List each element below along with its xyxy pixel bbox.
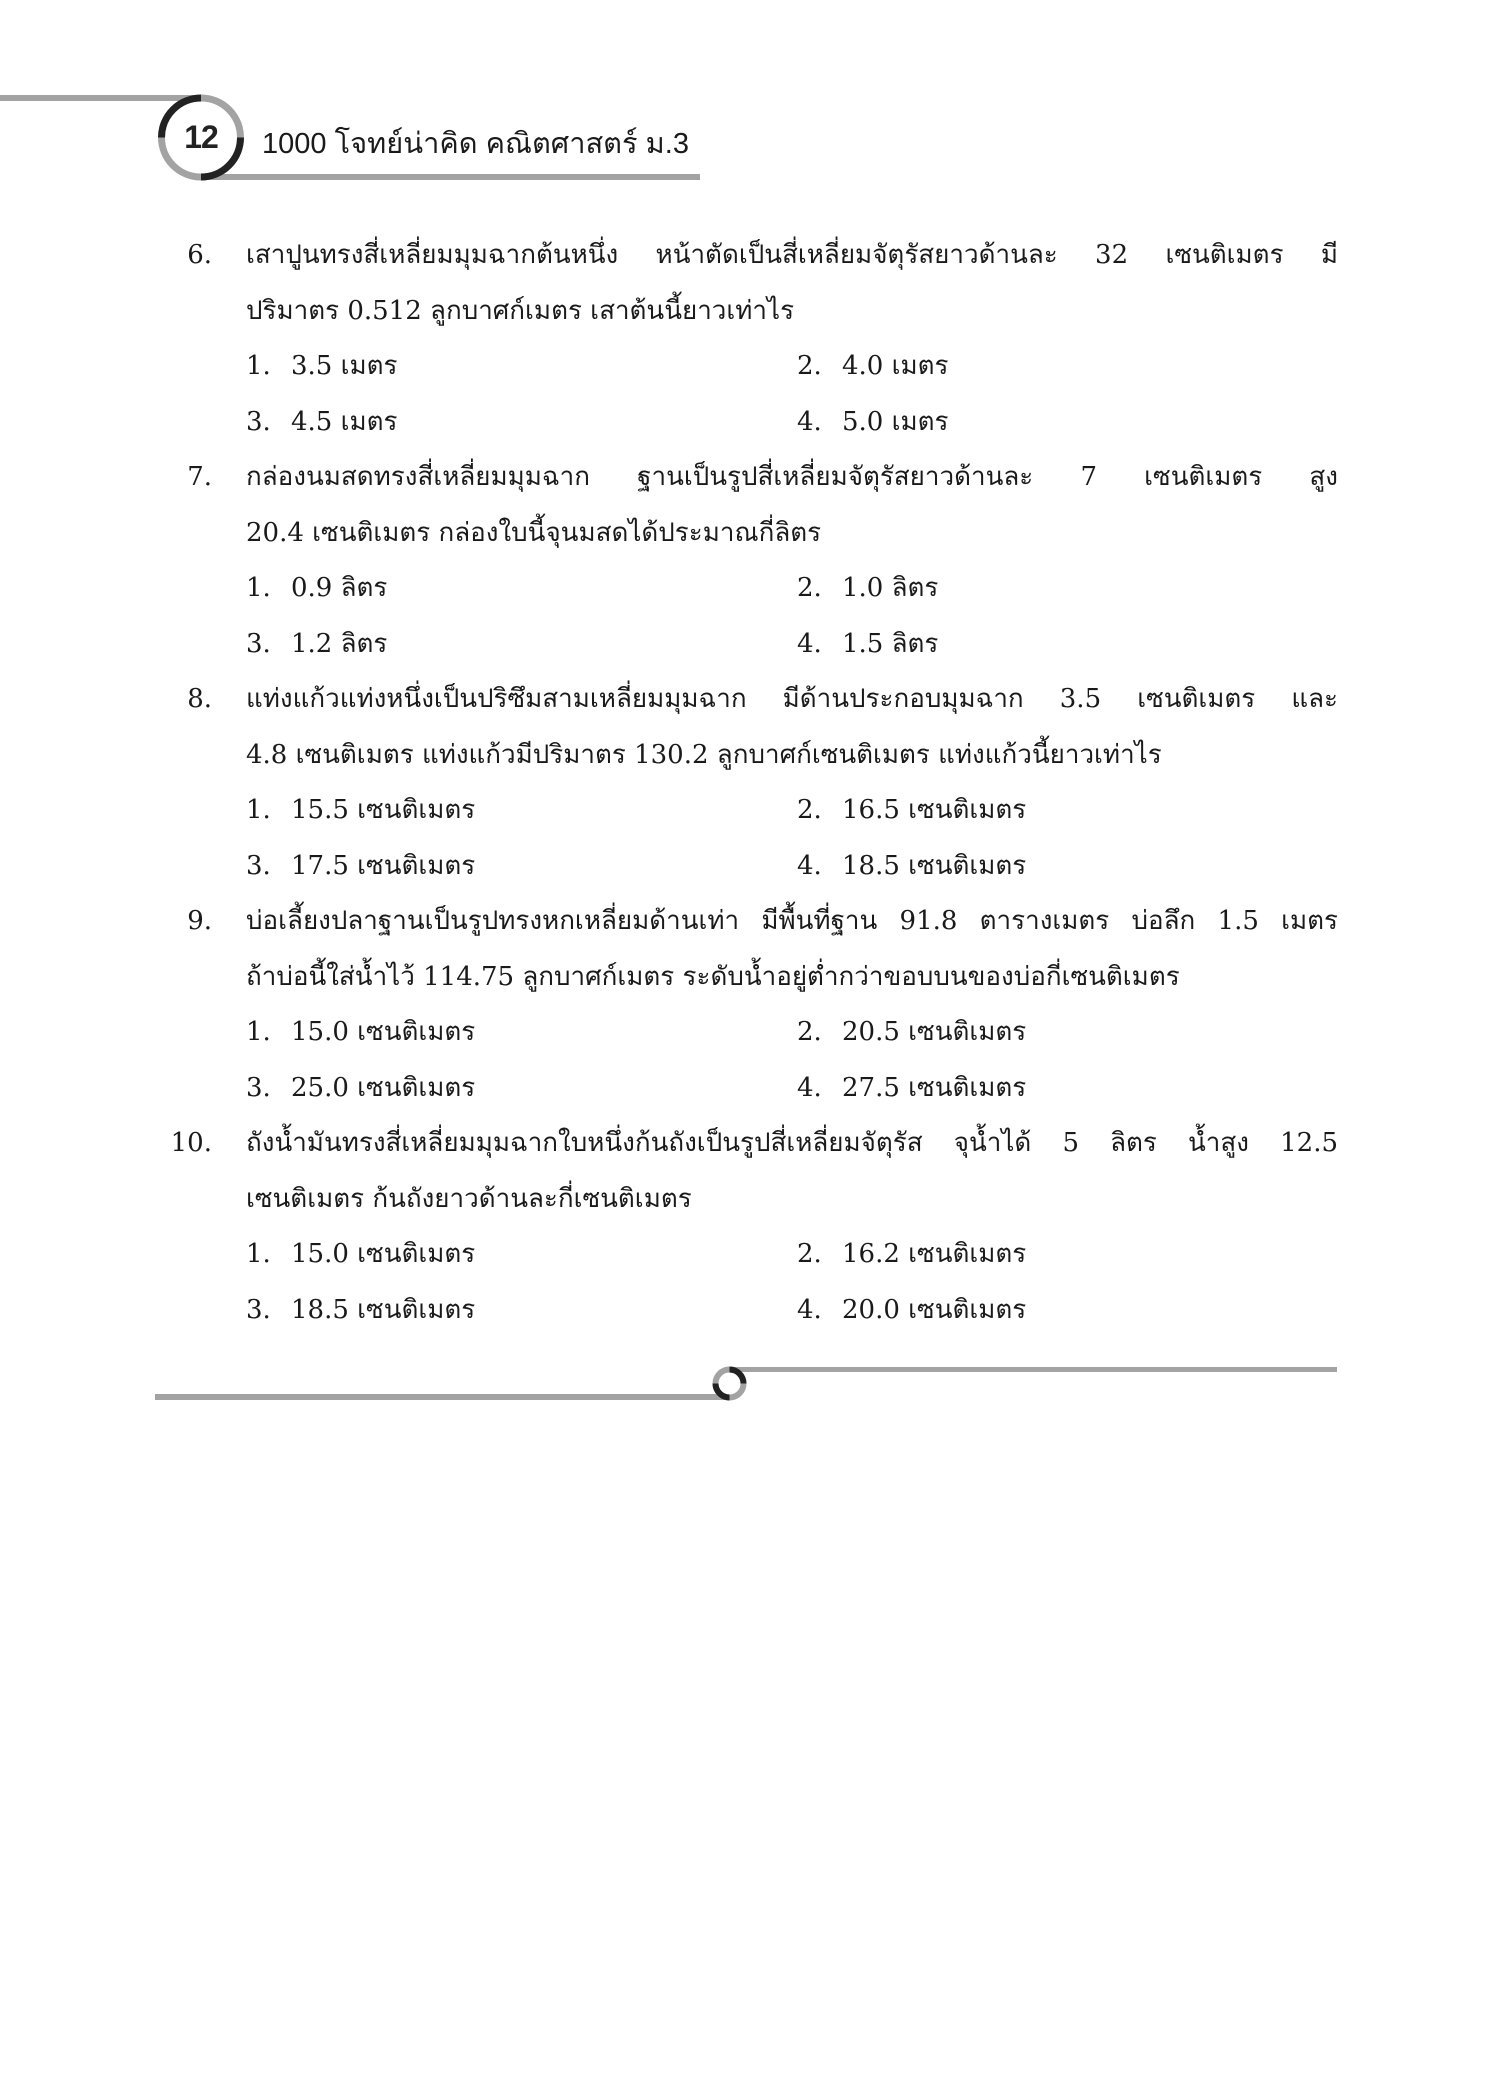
choice-number: 2. — [797, 351, 822, 381]
choice-number: 2. — [797, 573, 822, 603]
choice-value: 27.5 เซนติเมตร — [842, 1072, 1027, 1103]
choice-number: 1. — [246, 351, 271, 381]
choice-number: 3. — [246, 1294, 271, 1325]
question-10 — [0, 1116, 1504, 1338]
question-text-line-1: แท่งแก้วแท่งหนึ่งเป็นปริซึมสามเหลี่ยมมุมฉาก มีด้านประกอบมุมฉาก 3.5 เซนติเมตร และ — [246, 684, 1338, 714]
book-title: 1000 โจทย์น่าคิด คณิตศาสตร์ ม.3 — [262, 128, 689, 160]
choice-value: 5.0 เมตร — [842, 406, 949, 437]
choice-number: 1. — [246, 1239, 271, 1269]
question-6 — [0, 228, 1504, 450]
choice-number: 1. — [246, 795, 271, 825]
question-text-line-2: ปริมาตร 0.512 ลูกบาศก์เมตร เสาต้นนี้ยาวเท่าไร — [246, 295, 795, 326]
question-text-line-2: 20.4 เซนติเมตร กล่องใบนี้จุนมสดได้ประมาณกี่ลิตร — [246, 517, 822, 548]
question-text-line-1: เสาปูนทรงสี่เหลี่ยมมุมฉากต้นหนึ่ง หน้าตัดเป็นสี่เหลี่ยมจัตุรัสยาวด้านละ 32 เซนติเมตร มี — [246, 240, 1338, 270]
choice-value: 1.5 ลิตร — [842, 628, 939, 659]
choice-number: 3. — [246, 1072, 271, 1103]
question-text-line-1: บ่อเลี้ยงปลาฐานเป็นรูปทรงหกเหลี่ยมด้านเท่า มีพื้นที่ฐาน 91.8 ตารางเมตร บ่อลึก 1.5 เมตร — [246, 906, 1338, 936]
question-text-line-2: 4.8 เซนติเมตร แท่งแก้วมีปริมาตร 130.2 ลูกบาศก์เซนติเมตร แท่งแก้วนี้ยาวเท่าไร — [246, 739, 1162, 770]
choice-value: 15.0 เซนติเมตร — [291, 1239, 476, 1269]
question-number: 10. — [170, 1128, 212, 1158]
question-number: 7. — [187, 462, 212, 492]
question-7 — [0, 450, 1504, 672]
question-number: 6. — [187, 240, 212, 270]
choice-value: 1.2 ลิตร — [291, 628, 388, 659]
choice-value: 18.5 เซนติเมตร — [842, 850, 1027, 881]
page-number: 12 — [184, 119, 218, 155]
choice-number: 4. — [797, 1072, 822, 1103]
choice-value: 1.0 ลิตร — [842, 573, 939, 603]
question-text-line-2: ถ้าบ่อนี้ใส่น้ำไว้ 114.75 ลูกบาศก์เมตร ระดับน้ำอยู่ต่ำกว่าขอบบนของบ่อกี่เซนติเมตร — [246, 961, 1180, 992]
choice-value: 25.0 เซนติเมตร — [291, 1072, 476, 1103]
question-8 — [0, 672, 1504, 894]
choice-value: 4.5 เมตร — [291, 406, 398, 437]
footer-upper-rule — [729, 1367, 1337, 1372]
choice-value: 15.5 เซนติเมตร — [291, 795, 476, 825]
question-text-line-1: กล่องนมสดทรงสี่เหลี่ยมมุมฉาก ฐานเป็นรูปสี่เหลี่ยมจัตุรัสยาวด้านละ 7 เซนติเมตร สูง — [246, 462, 1338, 492]
choice-value: 20.0 เซนติเมตร — [842, 1294, 1027, 1325]
choice-number: 2. — [797, 1239, 822, 1269]
choice-number: 4. — [797, 628, 822, 659]
choice-number: 4. — [797, 850, 822, 881]
choice-number: 3. — [246, 628, 271, 659]
choice-value: 3.5 เมตร — [291, 351, 398, 381]
choice-number: 1. — [246, 1017, 271, 1047]
choice-number: 1. — [246, 573, 271, 603]
question-9 — [0, 894, 1504, 1116]
choice-number: 3. — [246, 850, 271, 881]
question-number: 9. — [187, 906, 212, 936]
choice-number: 4. — [797, 406, 822, 437]
choice-value: 15.0 เซนติเมตร — [291, 1017, 476, 1047]
choice-value: 4.0 เมตร — [842, 351, 949, 381]
choice-value: 18.5 เซนติเมตร — [291, 1294, 476, 1325]
question-number: 8. — [187, 684, 212, 714]
choice-value: 16.5 เซนติเมตร — [842, 795, 1027, 825]
choice-value: 20.5 เซนติเมตร — [842, 1017, 1027, 1047]
choice-number: 4. — [797, 1294, 822, 1325]
question-text-line-1: ถังน้ำมันทรงสี่เหลี่ยมมุมฉากใบหนึ่งก้นถังเป็นรูปสี่เหลี่ยมจัตุรัส จุน้ำได้ 5 ลิตร น้ำสูง 12.5 — [246, 1128, 1338, 1158]
choice-number: 2. — [797, 1017, 822, 1047]
footer-ornament — [155, 1367, 1337, 1400]
choice-value: 17.5 เซนติเมตร — [291, 850, 476, 881]
choice-value: 16.2 เซนติเมตร — [842, 1239, 1027, 1269]
choice-number: 3. — [246, 406, 271, 437]
question-text-line-2: เซนติเมตร ก้นถังยาวด้านละกี่เซนติเมตร — [246, 1183, 692, 1214]
footer-lower-rule — [155, 1394, 730, 1400]
header-bottom-rule — [198, 174, 700, 180]
question-list — [0, 228, 1504, 1338]
choice-value: 0.9 ลิตร — [291, 573, 388, 603]
choice-number: 2. — [797, 795, 822, 825]
